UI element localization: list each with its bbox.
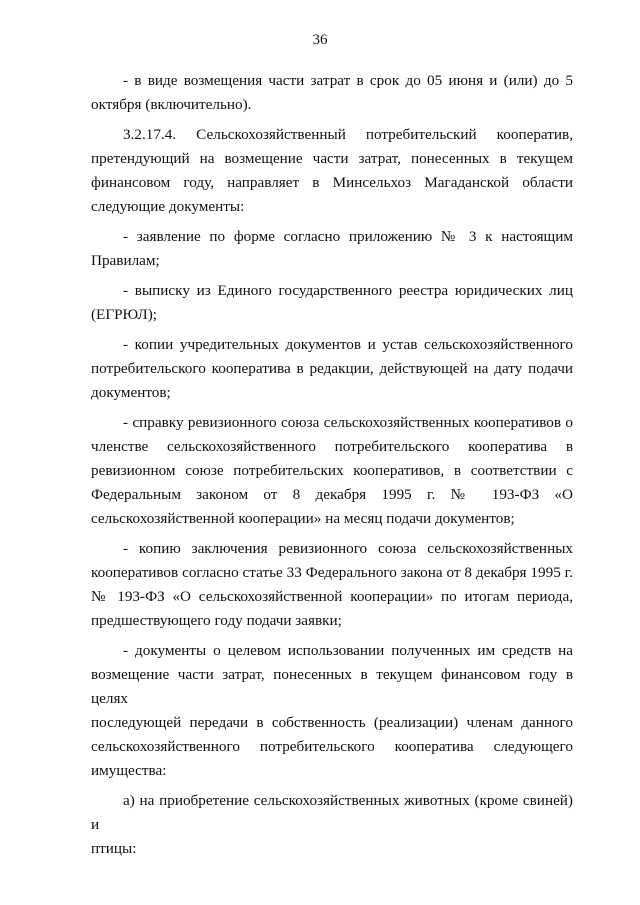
paragraph-line: 3.2.17.4. Сельскохозяйственный потребительский кооператив, — [123, 126, 573, 143]
paragraph-line: Правилам; — [91, 252, 160, 269]
paragraph-line: - справку ревизионного союза сельскохозяйственных кооперативов о — [123, 414, 573, 431]
paragraph — [91, 789, 573, 861]
paragraph — [91, 123, 573, 219]
paragraph-line: ревизионном союзе потребительских кооперативов, в соответствии с — [91, 462, 573, 479]
paragraph-line: потребительского кооператива в редакции, действующей на дату подачи — [91, 360, 573, 377]
paragraph-line: - заявление по форме согласно приложению № 3 к настоящим — [123, 228, 573, 245]
paragraph-line: а) на приобретение сельскохозяйственных животных (кроме свиней) и — [91, 792, 573, 833]
paragraph-line: претендующий на возмещение части затрат, понесенных в текущем — [91, 150, 573, 167]
paragraph-line: - выписку из Единого государственного реестра юридических лиц — [123, 282, 573, 299]
paragraph-line: членстве сельскохозяйственного потребительского кооператива в — [91, 438, 573, 455]
paragraph — [91, 411, 573, 531]
paragraph-line: возмещение части затрат, понесенных в текущем финансовом году в целях — [91, 666, 573, 707]
paragraph — [91, 639, 573, 783]
paragraph-line: (ЕГРЮЛ); — [91, 306, 157, 323]
paragraph-line: имущества: — [91, 762, 167, 779]
paragraph-line: - копию заключения ревизионного союза сельскохозяйственных — [123, 540, 573, 557]
paragraph-line: предшествующего году подачи заявки; — [91, 612, 342, 629]
paragraph-line: птицы: — [91, 840, 137, 857]
paragraph — [91, 225, 573, 273]
paragraph — [91, 69, 573, 117]
paragraph — [91, 279, 573, 327]
document-body — [91, 69, 573, 867]
paragraph-line: следующие документы: — [91, 198, 245, 215]
paragraph-line: Федеральным законом от 8 декабря 1995 г. № 193-ФЗ «О — [91, 486, 573, 503]
paragraph-line: № 193-ФЗ «О сельскохозяйственной кооперации» по итогам периода, — [91, 588, 573, 605]
paragraph-line: - в виде возмещения части затрат в срок до 05 июня и (или) до 5 — [123, 72, 573, 89]
paragraph-line: финансовом году, направляет в Минсельхоз Магаданской области — [91, 174, 573, 191]
paragraph-line: - документы о целевом использовании полученных им средств на — [123, 642, 573, 659]
paragraph-line: последующей передачи в собственность (реализации) членам данного — [91, 714, 573, 731]
paragraph-line: сельскохозяйственной кооперации» на месяц подачи документов; — [91, 510, 515, 527]
paragraph-line: кооперативов согласно статье 33 Федерального закона от 8 декабря 1995 г. — [91, 564, 573, 581]
paragraph-line: - копии учредительных документов и устав сельскохозяйственного — [123, 336, 573, 353]
paragraph — [91, 333, 573, 405]
paragraph — [91, 537, 573, 633]
paragraph-line: октября (включительно). — [91, 96, 252, 113]
paragraph-line: документов; — [91, 384, 171, 401]
paragraph-line: сельскохозяйственного потребительского кооператива следующего — [91, 738, 573, 755]
page-number: 36 — [312, 32, 328, 48]
